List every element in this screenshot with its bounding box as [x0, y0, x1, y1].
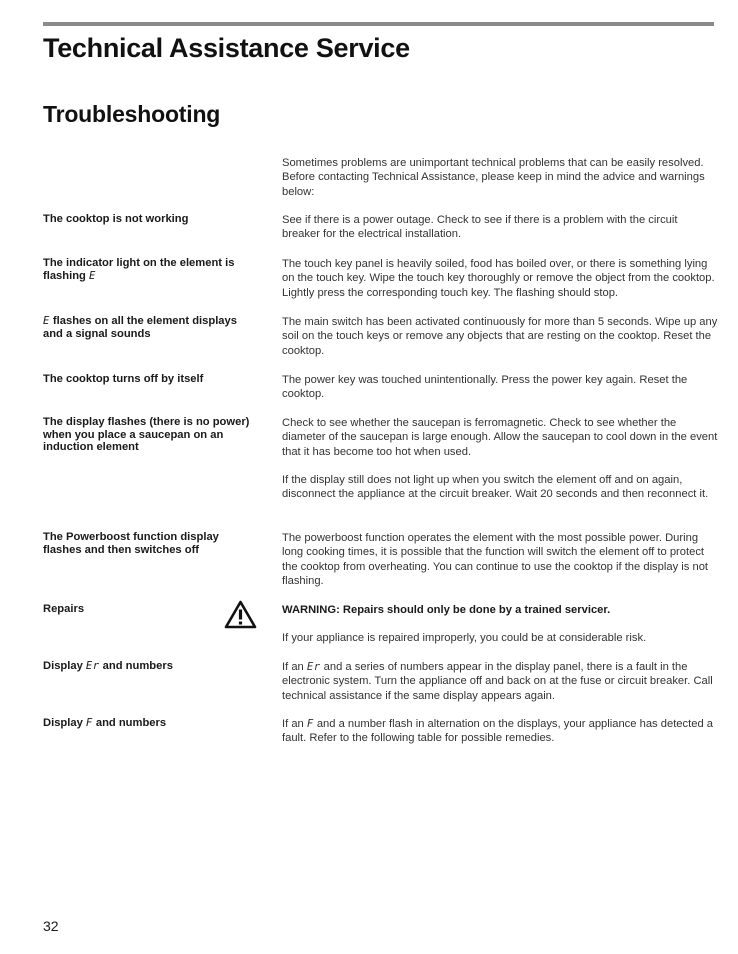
solution-text-part: If an — [282, 661, 307, 673]
solution-text-part: and a series of numbers appear in the display panel, there is a fault in the electronic system. Turn the appliance off and back on at the fuse or circuit breaker. Call technical assistance if the same display appears again. — [282, 661, 713, 702]
solution-text — [282, 213, 718, 256]
solution-text — [282, 603, 718, 660]
solution-text — [282, 416, 718, 515]
solution-paragraph: Check to see whether the saucepan is ferromagnetic. Check to see whether the diameter of the saucepan is large enough. Allow the saucepan to cool down in the event that it has become too hot when used. — [282, 417, 718, 458]
problem-label — [43, 660, 253, 673]
display-code: F — [306, 718, 314, 730]
page-title: Technical Assistance Service — [43, 33, 410, 63]
solution-paragraph — [282, 660, 718, 703]
problem-label-text: and numbers — [92, 717, 167, 729]
solution-text — [282, 531, 718, 602]
warning-text: WARNING: Repairs should only be done by a trained servicer. — [282, 604, 611, 616]
solution-text-part: If an — [282, 718, 307, 730]
problem-label-text: Display — [43, 717, 86, 729]
intro-paragraph: Sometimes problems are unimportant technical problems that can be easily resolved. Before contacting Technical Assistance, please keep in mind the advice and warnings below: — [282, 157, 705, 198]
solution-paragraph: See if there is a power outage. Check to see if there is a problem with the circuit breaker for the electrical installation. — [282, 214, 678, 241]
solution-paragraph: The touch key panel is heavily soiled, food has boiled over, or there is something lying on the touch key. Wipe the touch key thoroughly or remove the object from the cooktop. Lightly press the corresponding touch key. The flashing should stop. — [282, 258, 715, 299]
solution-text — [282, 717, 718, 760]
top-rule — [43, 22, 714, 26]
solution-text-part: and a number flash in alternation on the displays, your appliance has detected a fault. Refer to the following table for possible remedies. — [282, 718, 713, 745]
page-number: 32 — [43, 918, 59, 934]
solution-paragraph: The main switch has been activated continuously for more than 5 seconds. Wipe up any soil on the touch keys or remove any objects that are resting on the cooktop. Reset the cooktop. — [282, 316, 718, 357]
problem-label — [43, 315, 253, 340]
solution-paragraph: If your appliance is repaired improperly, you could be at considerable risk. — [282, 632, 647, 645]
problem-label: Repairs — [43, 603, 85, 615]
section-title: Troubleshooting — [43, 101, 221, 127]
solution-paragraph: If the display still does not light up when you switch the element off and on again, disconnect the appliance at the circuit breaker. Wait 20 seconds and then reconnect it. — [282, 473, 709, 501]
display-code: Er — [85, 660, 100, 672]
display-code: E — [89, 269, 96, 282]
problem-label-text: The indicator light on the element is flashing — [43, 257, 235, 282]
warning-triangle-icon — [224, 600, 257, 629]
problem-label-text: Display — [43, 660, 86, 672]
problem-label: The cooktop turns off by itself — [43, 373, 204, 385]
solution-paragraph — [282, 717, 718, 746]
display-code: F — [85, 717, 93, 729]
display-code: Er — [306, 661, 321, 673]
display-code: E — [43, 315, 50, 327]
problem-label: The cooktop is not working — [43, 213, 189, 225]
solution-paragraph: The powerboost function operates the element with the most possible power. During long cooking times, it is possible that the function will switch the element off to protect the cooktop from overheating. You can continue to use the cooktop if the display is not flashing. — [282, 532, 709, 587]
solution-paragraph: The power key was touched unintentionally. Press the power key again. Reset the cooktop. — [282, 374, 688, 401]
solution-text — [282, 315, 718, 372]
solution-text — [282, 373, 718, 416]
problem-label — [43, 717, 253, 730]
problem-label-text: flashes on all the element displays and a signal sounds — [43, 315, 237, 340]
solution-text — [282, 660, 718, 717]
problem-label-text: and numbers — [99, 660, 173, 672]
problem-label: The Powerboost function display flashes and then switches off — [43, 531, 219, 556]
solution-text — [282, 257, 718, 314]
problem-label — [43, 257, 253, 282]
problem-label: The display flashes (there is no power) when you place a saucepan on an induction element — [43, 416, 250, 453]
